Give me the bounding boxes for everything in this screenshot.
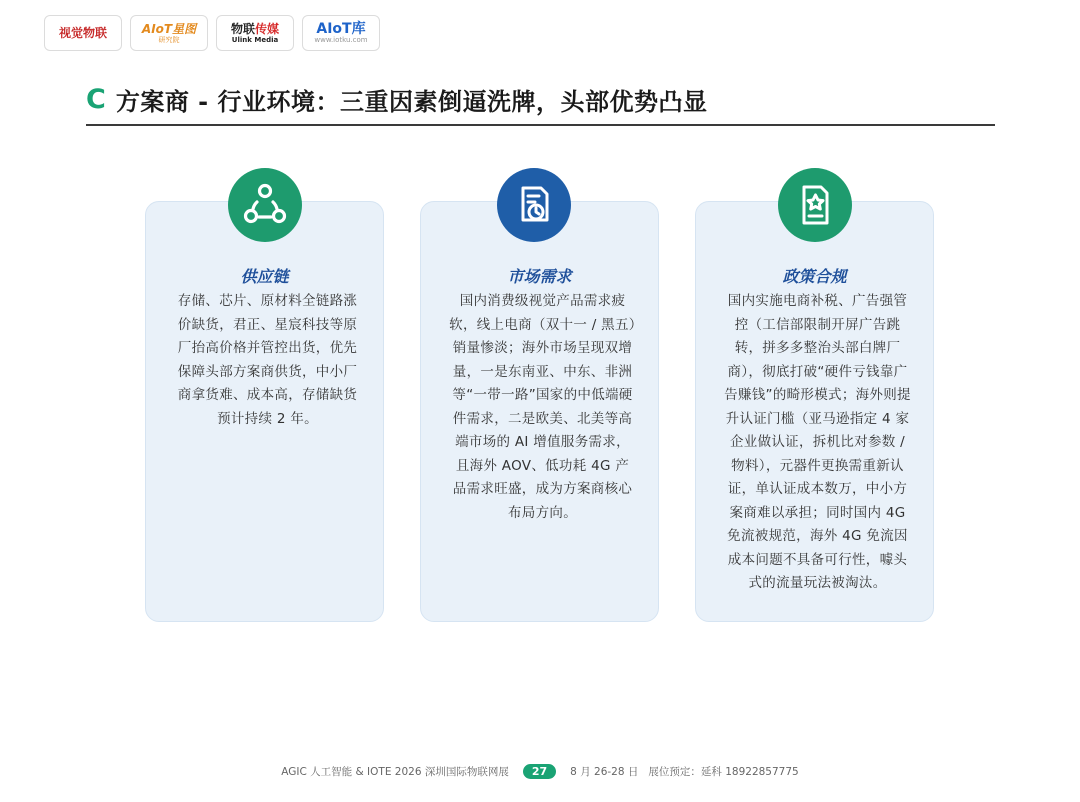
aiot-xingtu-logo — [130, 15, 208, 51]
logo-subtext: www.iotku.com — [314, 35, 368, 44]
booth-contact: 展位预定：延科 18922857775 — [648, 766, 799, 778]
footer — [0, 764, 1080, 779]
page-title — [86, 82, 708, 117]
logo-text: AIoT库 — [316, 20, 366, 37]
shijue-wulian-logo — [44, 15, 122, 51]
supply-chain-card — [145, 201, 384, 622]
card-title: 政策合规 — [782, 267, 847, 286]
aiot-ku-logo — [302, 15, 380, 51]
card-body: 存储、芯片、原材料全链路涨价缺货，君正、星宸科技等原厂抬高价格并管控出货，优先保障头部方案商供货，中小厂商拿货难、成本高，存储缺货预计持续 2 年。 — [177, 293, 358, 427]
page-number-badge: 27 — [523, 764, 556, 779]
logo-subtext: 研究院 — [158, 35, 180, 44]
logo-text-part-red: 传媒 — [255, 21, 280, 36]
event-dates: 8 月 26-28 日 — [570, 766, 639, 778]
card-body: 国内消费级视觉产品需求疲软，线上电商（双十一 / 黑五）销量惨淡；海外市场呈现双增量，一是东南亚、中东、非洲等“一带一路”国家的中低端硬件需求，二是欧美、北美等高端市场的 AI 增值服务需求，且海外 AOV、低功耗 4G 产品需求旺盛，成为方案商核心布局方向。 — [449, 293, 636, 521]
logo-subtext: Ulink Media — [231, 35, 279, 44]
market-demand-card — [420, 201, 659, 622]
logo-text: AIoT星图 — [141, 21, 197, 36]
policy-certificate-star-icon — [778, 168, 852, 242]
supply-chain-nodes-icon — [228, 168, 302, 242]
section-letter: C — [86, 84, 106, 115]
wulian-chuanmei-logo — [216, 15, 294, 51]
logo-text: 视觉物联 — [58, 25, 107, 40]
market-document-chart-icon — [497, 168, 571, 242]
event-name: AGIC 人工智能 & IOTE 2026 深圳国际物联网展 — [281, 766, 509, 778]
policy-compliance-card — [695, 201, 934, 622]
card-title: 市场需求 — [507, 267, 572, 286]
logo-text — [231, 23, 279, 36]
card-body: 国内实施电商补税、广告强管控（工信部限制开屏广告跳转，拼多多整治头部白牌厂商），彻底打破“硬件亏钱靠广告赚钱”的畸形模式；海外则提升认证门槛（亚马逊指定 4 家企业做认证，拆机比对参数 / 物料），元器件更换需重新认证，单认证成本数万，中小方案商难以承担；同时国内 4G 免流被规范，海外 4G 免流因成本问题不具备可行性，噱头式的流量玩法被淘汰。 — [724, 293, 911, 591]
partner-logos — [44, 15, 380, 51]
logo-text-part: 物联 — [230, 21, 255, 36]
title-text: 方案商 - 行业环境：三重因素倒逼洗牌，头部优势凸显 — [115, 88, 708, 116]
title-divider — [86, 124, 995, 126]
card-title: 供应链 — [240, 267, 289, 286]
